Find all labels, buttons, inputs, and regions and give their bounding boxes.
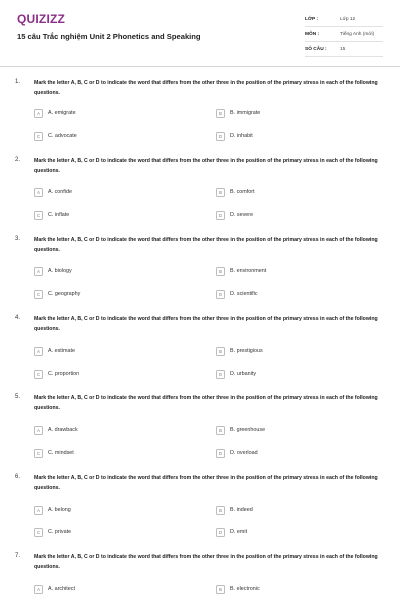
option-letter-badge: A xyxy=(34,267,43,276)
option-text: B. greenhouse xyxy=(230,427,266,433)
option-d[interactable] xyxy=(216,369,256,379)
option-c[interactable] xyxy=(34,527,71,537)
option-a[interactable] xyxy=(34,266,72,276)
option-letter-badge: C xyxy=(34,290,43,299)
option-c[interactable] xyxy=(34,369,79,379)
question-text: Mark the letter A, B, C or D to indicate the word that differs from the other three in the position of the primary stress in each of the following questions. xyxy=(34,554,378,570)
option-text: B. immigrate xyxy=(230,110,261,116)
option-letter-badge: B xyxy=(216,347,225,356)
option-d[interactable] xyxy=(216,131,253,141)
question-text: Mark the letter A, B, C or D to indicate the word that differs from the other three in the position of the primary stress in each of the following questions. xyxy=(34,237,378,253)
option-letter-badge: B xyxy=(216,426,225,435)
option-letter-badge: C xyxy=(34,449,43,458)
meta-subject-label: MÔN : xyxy=(305,32,320,37)
option-letter-badge: C xyxy=(34,370,43,379)
option-text: D. severe xyxy=(230,212,254,218)
option-d[interactable] xyxy=(216,527,247,537)
option-b[interactable] xyxy=(216,505,253,515)
option-text: A. biology xyxy=(48,268,72,274)
option-a[interactable] xyxy=(34,187,72,197)
option-letter-badge: A xyxy=(34,347,43,356)
option-a[interactable] xyxy=(34,346,75,356)
option-a[interactable] xyxy=(34,425,78,435)
question-text: Mark the letter A, B, C or D to indicate the word that differs from the other three in the position of the primary stress in each of the following questions. xyxy=(34,158,378,174)
option-letter-badge: A xyxy=(34,506,43,515)
meta-class xyxy=(305,17,355,22)
option-letter-badge: D xyxy=(216,528,225,537)
option-letter-badge: A xyxy=(34,109,43,118)
question-text: Mark the letter A, B, C or D to indicate the word that differs from the other three in the position of the primary stress in each of the following questions. xyxy=(34,80,378,96)
option-text: B. indeed xyxy=(230,507,253,513)
option-text: C. private xyxy=(48,529,72,535)
option-d[interactable] xyxy=(216,210,253,220)
option-text: D. overload xyxy=(230,450,258,456)
meta-subject xyxy=(305,32,374,37)
option-text: C. mindset xyxy=(48,450,74,456)
option-letter-badge: B xyxy=(216,506,225,515)
option-d[interactable] xyxy=(216,289,258,299)
meta-count-value: 15 xyxy=(340,47,346,52)
question-number: 4. xyxy=(15,315,21,321)
meta-count xyxy=(305,47,345,52)
option-text: A. estimate xyxy=(48,348,75,354)
option-a[interactable] xyxy=(34,108,76,118)
option-letter-badge: D xyxy=(216,132,225,141)
option-letter-badge: A xyxy=(34,585,43,594)
option-a[interactable] xyxy=(34,584,75,594)
meta-class-label: LỚP : xyxy=(305,17,319,22)
header-divider xyxy=(0,66,400,67)
option-text: C. inflate xyxy=(48,212,70,218)
option-letter-badge: B xyxy=(216,109,225,118)
question-text: Mark the letter A, B, C or D to indicate the word that differs from the other three in the position of the primary stress in each of the following questions. xyxy=(34,395,378,411)
option-letter-badge: A xyxy=(34,188,43,197)
option-text: D. inhabit xyxy=(230,133,253,139)
question-number: 3. xyxy=(15,236,21,242)
worksheet-title: 15 câu Trắc nghiệm Unit 2 Phonetics and Speaking xyxy=(17,32,201,41)
meta-divider xyxy=(305,56,383,57)
option-text: B. comfort xyxy=(230,189,255,195)
meta-divider xyxy=(305,41,383,42)
question-text: Mark the letter A, B, C or D to indicate the word that differs from the other three in the position of the primary stress in each of the following questions. xyxy=(34,475,378,491)
option-letter-badge: B xyxy=(216,267,225,276)
option-text: C. geography xyxy=(48,291,81,297)
meta-count-label: SỐ CÂU : xyxy=(305,47,327,52)
option-b[interactable] xyxy=(216,266,266,276)
option-b[interactable] xyxy=(216,425,265,435)
option-c[interactable] xyxy=(34,289,80,299)
option-c[interactable] xyxy=(34,448,74,458)
option-b[interactable] xyxy=(216,187,255,197)
worksheet-header xyxy=(0,0,400,66)
option-c[interactable] xyxy=(34,210,69,220)
option-b[interactable] xyxy=(216,584,260,594)
option-text: D. urbanity xyxy=(230,371,257,377)
option-text: A. belong xyxy=(48,507,71,513)
option-text: B. electronic xyxy=(230,586,260,592)
option-text: A. emigrate xyxy=(48,110,76,116)
option-text: D. emit xyxy=(230,529,248,535)
option-c[interactable] xyxy=(34,131,77,141)
meta-divider xyxy=(305,26,383,27)
option-a[interactable] xyxy=(34,505,71,515)
option-d[interactable] xyxy=(216,448,258,458)
option-letter-badge: C xyxy=(34,528,43,537)
question-number: 1. xyxy=(15,79,21,85)
option-text: A. architect xyxy=(48,586,75,592)
option-text: B. prestigious xyxy=(230,348,263,354)
quizizz-logo: QUIZIZZ xyxy=(17,12,66,26)
option-letter-badge: B xyxy=(216,585,225,594)
meta-class-value: Lớp 12 xyxy=(340,17,356,22)
option-letter-badge: B xyxy=(216,188,225,197)
option-letter-badge: C xyxy=(34,132,43,141)
option-letter-badge: D xyxy=(216,370,225,379)
option-text: C. proportion xyxy=(48,371,80,377)
option-letter-badge: C xyxy=(34,211,43,220)
option-b[interactable] xyxy=(216,346,263,356)
option-text: B. environment xyxy=(230,268,267,274)
question-text: Mark the letter A, B, C or D to indicate the word that differs from the other three in the position of the primary stress in each of the following questions. xyxy=(34,316,378,332)
meta-subject-value: Tiếng Anh (mới) xyxy=(340,32,375,37)
option-letter-badge: D xyxy=(216,449,225,458)
question-number: 6. xyxy=(15,474,21,480)
option-text: A. confide xyxy=(48,189,72,195)
option-letter-badge: D xyxy=(216,211,225,220)
option-letter-badge: D xyxy=(216,290,225,299)
option-text: C. advocate xyxy=(48,133,77,139)
option-text: D. scientific xyxy=(230,291,258,297)
option-text: A. drawback xyxy=(48,427,78,433)
question-number: 5. xyxy=(15,394,21,400)
question-number: 7. xyxy=(15,553,21,559)
question-number: 2. xyxy=(15,157,21,163)
option-letter-badge: A xyxy=(34,426,43,435)
option-b[interactable] xyxy=(216,108,260,118)
